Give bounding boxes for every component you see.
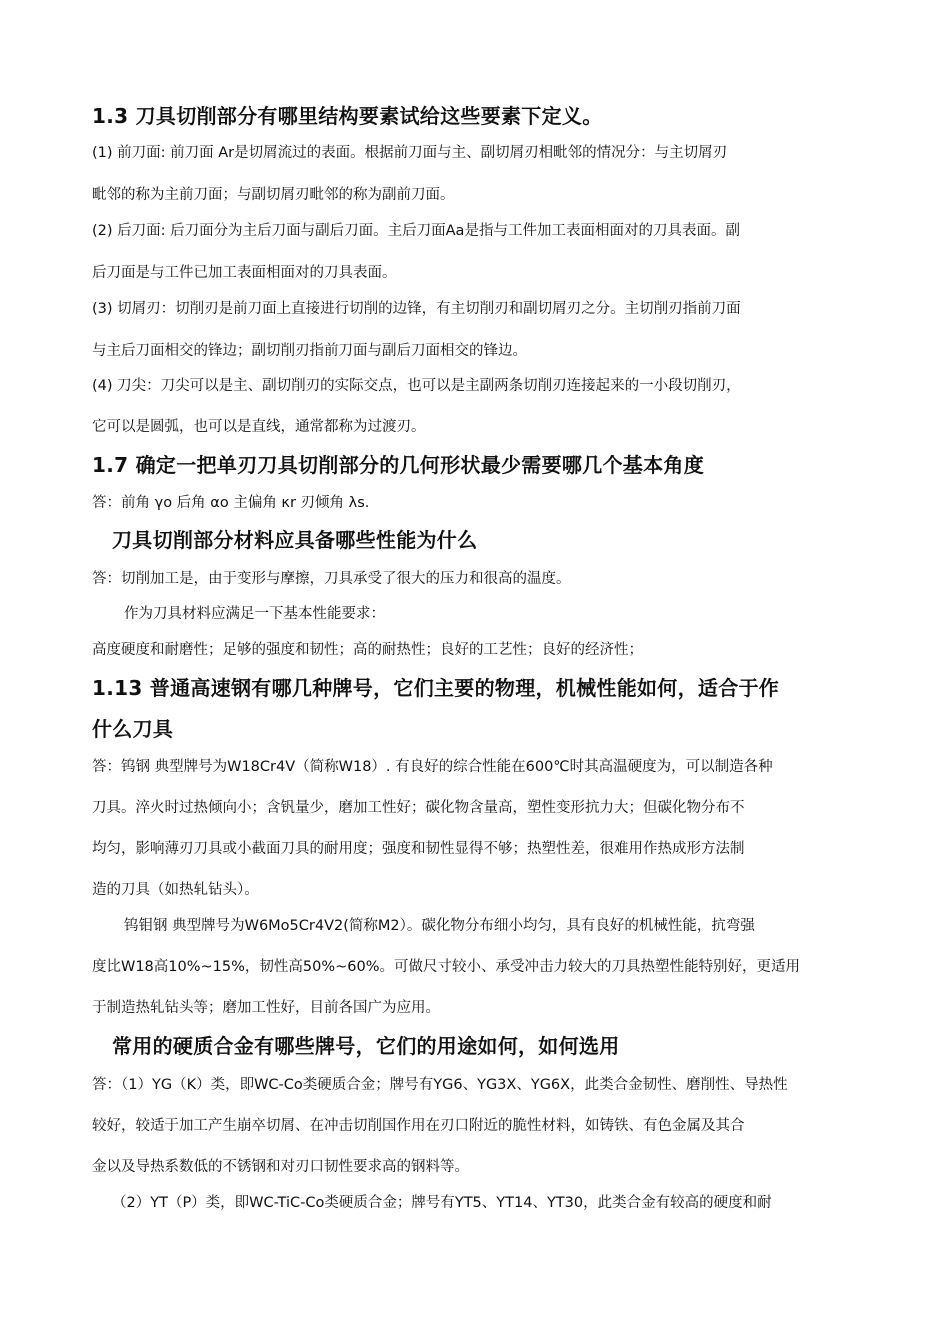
- heading-1-3: 1.3 刀具切削部分有哪里结构要素试给这些要素下定义。: [92, 104, 603, 128]
- paragraph-line: 钨钼钢 典型牌号为W6Mo5Cr4V2(简称M2）。碳化物分布细小均匀，具有良好的机械性能，抗弯强: [124, 918, 755, 934]
- paragraph-line: 答：钨钢 典型牌号为W18Cr4V（简称W18）. 有良好的综合性能在600℃时其高温硬度为，可以制造各种: [92, 759, 773, 775]
- paragraph-line: 于制造热轧钻头等；磨加工性好，目前各国广为应用。: [92, 1000, 440, 1016]
- paragraph-line: 刀具。淬火时过热倾向小；含钒量少，磨加工性好；碳化物含量高，塑性变形抗力大；但碳化物分布不: [92, 800, 745, 816]
- paragraph-line: 答：切削加工是，由于变形与摩擦，刀具承受了很大的压力和很高的温度。: [92, 571, 571, 587]
- paragraph-line: 较好，较适于加工产生崩卒切屑、在冲击切削国作用在刃口附近的脆性材料，如铸铁、有色金属及其合: [92, 1118, 745, 1134]
- paragraph-line: 造的刀具（如热轧钻头）。: [92, 882, 259, 898]
- paragraph-line: 答：（1）YG（K）类，即WC-Co类硬质合金；牌号有YG6、YG3X、YG6X，此类合金韧性、磨削性、导热性: [92, 1077, 788, 1093]
- paragraph-line: 它可以是圆弧，也可以是直线，通常都称为过渡刃。: [92, 419, 426, 435]
- paragraph-line: (2) 后刀面: 后刀面分为主后刀面与副后刀面。主后刀面Aa是指与工件加工表面相面对的刀具表面。副: [92, 223, 740, 239]
- paragraph-line: 金以及导热系数低的不锈钢和对刃口韧性要求高的钢料等。: [92, 1159, 469, 1175]
- paragraph-line: 毗邻的称为主前刀面；与副切屑刃毗邻的称为副前刀面。: [92, 187, 455, 203]
- paragraph-line: (3) 切屑刃：切削刃是前刀面上直接进行切削的边锋，有主切削刃和副切屑刃之分。主切削刃指前刀面: [92, 301, 741, 317]
- paragraph-line: (4) 刀尖：刀尖可以是主、副切削刃的实际交点，也可以是主副两条切削刃连接起来的一小段切削刃，: [92, 378, 741, 394]
- heading-tool-material: 刀具切削部分材料应具备哪些性能为什么: [112, 528, 478, 552]
- paragraph-line: 答：前角 γo 后角 αo 主偏角 κr 刃倾角 λs.: [92, 495, 370, 511]
- paragraph-line: (1) 前刀面: 前刀面 Ar是切屑流过的表面。根据前刀面与主、副切屑刃相毗邻的情况分：与主切屑刃: [92, 145, 728, 161]
- heading-1-13-cont: 什么刀具: [92, 717, 174, 741]
- paragraph-line: 均匀，影响薄刃刀具或小截面刀具的耐用度；强度和韧性显得不够；热塑性差，很难用作热成形方法制: [92, 841, 745, 857]
- heading-1-7: 1.7 确定一把单刃刀具切削部分的几何形状最少需要哪几个基本角度: [92, 453, 704, 477]
- paragraph-line: （2）YT（P）类，即WC-TiC-Co类硬质合金；牌号有YT5、YT14、YT30，此类合金有较高的硬度和耐: [112, 1195, 772, 1211]
- paragraph-line: 与主后刀面相交的锋边；副切削刃指前刀面与副后刀面相交的锋边。: [92, 343, 527, 359]
- paragraph-line: 度比W18高10%~15%，韧性高50%~60%。可做尺寸较小、承受冲击力较大的刀具热塑性能特别好，更适用: [92, 959, 800, 975]
- paragraph-line: 高度硬度和耐磨性；足够的强度和韧性；高的耐热性；良好的工艺性；良好的经济性；: [92, 642, 643, 658]
- paragraph-line: 作为刀具材料应满足一下基本性能要求：: [124, 606, 385, 622]
- heading-1-13: 1.13 普通高速钢有哪几种牌号，它们主要的物理，机械性能如何，适合于作: [92, 676, 780, 700]
- paragraph-line: 后刀面是与工件已加工表面相面对的刀具表面。: [92, 265, 397, 281]
- heading-carbide: 常用的硬质合金有哪些牌号，它们的用途如何，如何选用: [112, 1034, 620, 1058]
